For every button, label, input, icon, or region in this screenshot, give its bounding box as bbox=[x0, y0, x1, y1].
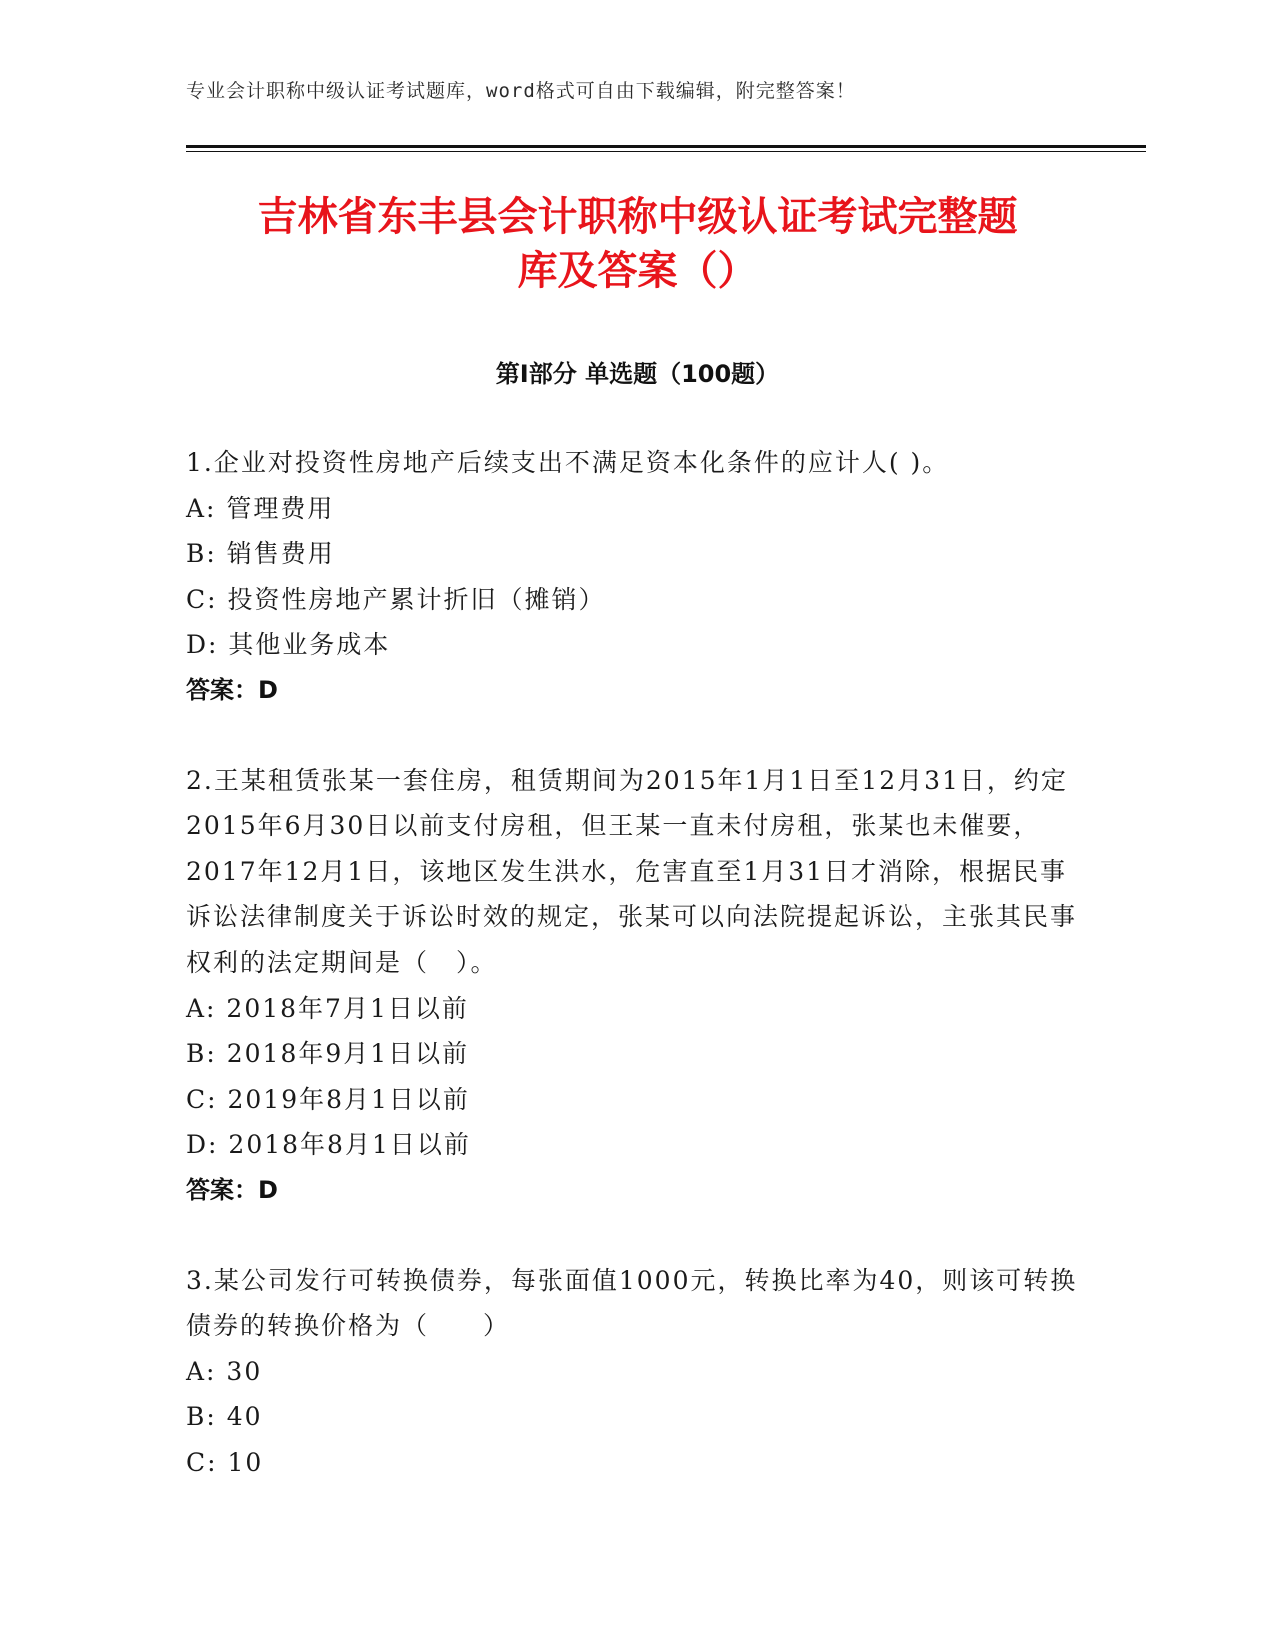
question-1 bbox=[186, 440, 1086, 714]
option-b: B: 销售费用 bbox=[186, 539, 335, 569]
question-stem: 1.企业对投资性房地产后续支出不满足资本化条件的应计人( )。 bbox=[186, 448, 950, 477]
question-list bbox=[186, 440, 1086, 1529]
option-b: B: 40 bbox=[186, 1402, 263, 1432]
option-c: C: 2019年8月1日以前 bbox=[186, 1084, 470, 1114]
option-d: D: 其他业务成本 bbox=[186, 630, 391, 660]
question-3 bbox=[186, 1258, 1086, 1486]
answer-label: 答案：D bbox=[186, 675, 278, 704]
answer-label: 答案：D bbox=[186, 1175, 278, 1204]
option-c: C: 10 bbox=[186, 1447, 264, 1477]
question-stem: 3.某公司发行可转换债券，每张面值1000元，转换比率为40，则该可转换债券的转换价格为（ ） bbox=[186, 1265, 1078, 1341]
document-title bbox=[150, 190, 1125, 298]
option-a: A: 2018年7月1日以前 bbox=[186, 993, 469, 1023]
option-a: A: 管理费用 bbox=[186, 493, 335, 523]
option-a: A: 30 bbox=[186, 1356, 263, 1386]
document-title-line1: 吉林省东丰县会计职称中级认证考试完整题 bbox=[257, 194, 1018, 240]
question-stem: 2.王某租赁张某一套住房，租赁期间为2015年1月1日至12月31日，约定2015年6月30日以前支付房租，但王某一直未付房租，张某也未催要，2017年12月1日，该地区发生洪水，危害直至1月31日才消除，根据民事诉讼法律制度关于诉讼时效的规定，张某可以向法院提起诉讼，主张其民事权利的法定期间是（ ）。 bbox=[186, 765, 1078, 977]
header-note: 专业会计职称中级认证考试题库，word格式可自由下载编辑，附完整答案！ bbox=[186, 80, 856, 102]
option-b: B: 2018年9月1日以前 bbox=[186, 1039, 470, 1069]
section-title: 第Ⅰ部分 单选题（100题） bbox=[495, 360, 780, 388]
header-divider-thick bbox=[186, 145, 1146, 148]
option-c: C: 投资性房地产累计折旧（摊销） bbox=[186, 584, 606, 614]
header-divider-thin bbox=[186, 151, 1146, 152]
question-2 bbox=[186, 758, 1086, 1214]
document-title-line2: 库及答案（） bbox=[517, 248, 758, 294]
option-d: D: 2018年8月1日以前 bbox=[186, 1130, 471, 1160]
